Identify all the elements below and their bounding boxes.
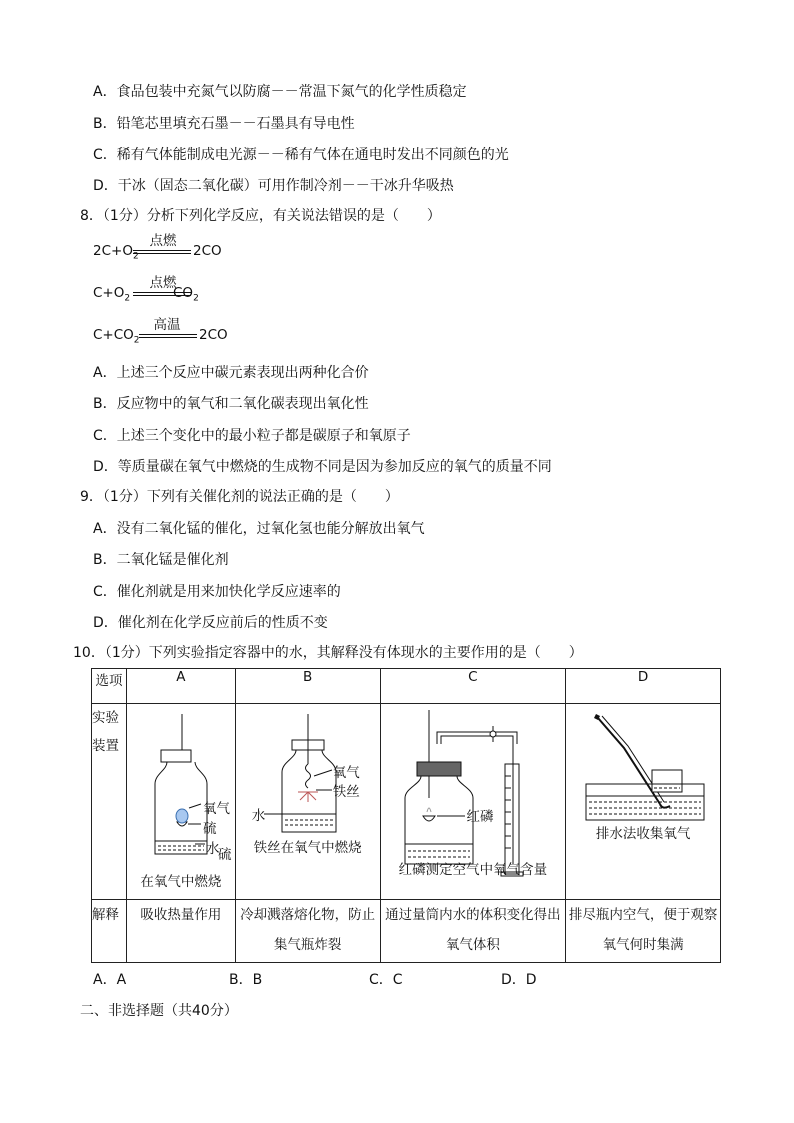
q10-option-c: C．C bbox=[369, 972, 403, 988]
explanation-b: 冷却溅落熔化物，防止集气瓶炸裂 bbox=[235, 900, 380, 963]
explanation-a: 吸收热量作用 bbox=[126, 900, 235, 963]
header-cell: 选项 bbox=[92, 669, 127, 704]
q7-option-c: C．稀有气体能制成电光源－－稀有气体在通电时发出不同颜色的光 bbox=[93, 147, 509, 163]
q9-option-d: D．催化剂在化学反应前后的性质不变 bbox=[93, 615, 328, 631]
header-cell: A bbox=[126, 669, 235, 704]
equation-condition: 点燃 bbox=[149, 275, 177, 291]
header-cell: D bbox=[566, 669, 721, 704]
apparatus-b bbox=[235, 704, 380, 900]
explanation-c: 通过量筒内水的体积变化得出氧气体积 bbox=[380, 900, 566, 963]
equation-1 bbox=[93, 229, 233, 273]
row-label: 解释 bbox=[92, 900, 127, 963]
apparatus-c bbox=[380, 704, 566, 900]
q8-option-d: D．等质量碳在氧气中燃烧的生成物不同是因为参加反应的氧气的质量不同 bbox=[93, 459, 552, 475]
q8-option-c: C．上述三个变化中的最小粒子都是碳原子和氧原子 bbox=[93, 428, 411, 444]
equation-lhs: $C+CO_2$ bbox=[93, 327, 140, 346]
table-header-row bbox=[92, 669, 721, 704]
equation-rhs: 2CO bbox=[199, 327, 228, 343]
header-cell: C bbox=[380, 669, 566, 704]
label-iron-wire: 铁丝 bbox=[332, 784, 360, 800]
label-water: 水 bbox=[251, 808, 266, 824]
q7-option-a: A．食品包装中充氮气以防腐－－常温下氮气的化学性质稳定 bbox=[93, 84, 467, 100]
q9-option-a: A．没有二氧化锰的催化，过氧化氢也能分解放出氧气 bbox=[93, 521, 425, 537]
water-displacement-diagram bbox=[566, 704, 721, 899]
q7-option-d: D．干冰（固态二氧化碳）可用作制冷剂－－干冰升华吸热 bbox=[93, 178, 454, 194]
label-water: 水 bbox=[205, 841, 220, 857]
apparatus-a bbox=[126, 704, 235, 900]
q9-option-b: B．二氧化锰是催化剂 bbox=[93, 552, 229, 568]
equation-lhs: $2C+O_2$ bbox=[93, 243, 139, 262]
caption-part: 硫 bbox=[217, 847, 232, 863]
q8-stem: 8．（1分）分析下列化学反应，有关说法错误的是（ ） bbox=[80, 208, 441, 224]
explanation-d: 排尽瓶内空气，便于观察氧气何时集满 bbox=[566, 900, 721, 963]
equation-3 bbox=[93, 313, 233, 357]
table-row-explanation bbox=[92, 900, 721, 963]
caption-a: 在氧气中燃烧 bbox=[140, 874, 222, 890]
q8-option-a: A．上述三个反应中碳元素表现出两种化合价 bbox=[93, 365, 369, 381]
equation-condition: 点燃 bbox=[149, 233, 177, 249]
equation-lhs: $C+O_2$ bbox=[93, 285, 131, 304]
label-oxygen: 氧气 bbox=[332, 765, 360, 781]
table-row-apparatus bbox=[92, 704, 721, 900]
q10-option-a: A．A bbox=[93, 972, 127, 988]
q9-stem: 9．（1分）下列有关催化剂的说法正确的是（ ） bbox=[80, 489, 399, 505]
q8-option-b: B．反应物中的氧气和二氧化碳表现出氧化性 bbox=[93, 396, 369, 412]
q9-option-c: C．催化剂就是用来加快化学反应速率的 bbox=[93, 584, 341, 600]
label-red-phosphorus: 红磷 bbox=[466, 809, 494, 825]
caption-d: 排水法收集氧气 bbox=[595, 826, 691, 842]
label-sulfur: 硫 bbox=[202, 821, 217, 837]
caption-b: 铁丝在氧气中燃烧 bbox=[253, 840, 362, 856]
row-label: 实验 装置 bbox=[92, 704, 127, 900]
q10-option-b: B．B bbox=[229, 972, 263, 988]
equation-rhs: $CO_2$ bbox=[173, 285, 199, 304]
equation-condition: 高温 bbox=[153, 317, 181, 333]
label-oxygen: 氧气 bbox=[202, 801, 230, 817]
equation-rhs: 2CO bbox=[193, 243, 222, 259]
experiment-table bbox=[91, 668, 721, 963]
q10-stem: 10．（1分）下列实验指定容器中的水，其解释没有体现水的主要作用的是（ ） bbox=[73, 645, 583, 661]
header-cell: B bbox=[235, 669, 380, 704]
caption-c: 红磷测定空气中氧气含量 bbox=[398, 862, 548, 878]
equation-2 bbox=[93, 271, 233, 315]
section-heading: 二、非选择题（共40分） bbox=[80, 1003, 238, 1019]
apparatus-d bbox=[566, 704, 721, 900]
q10-option-d: D．D bbox=[501, 972, 537, 988]
q7-option-b: B．铅笔芯里填充石墨－－石墨具有导电性 bbox=[93, 116, 355, 132]
iron-wire-burning-diagram bbox=[236, 704, 381, 899]
